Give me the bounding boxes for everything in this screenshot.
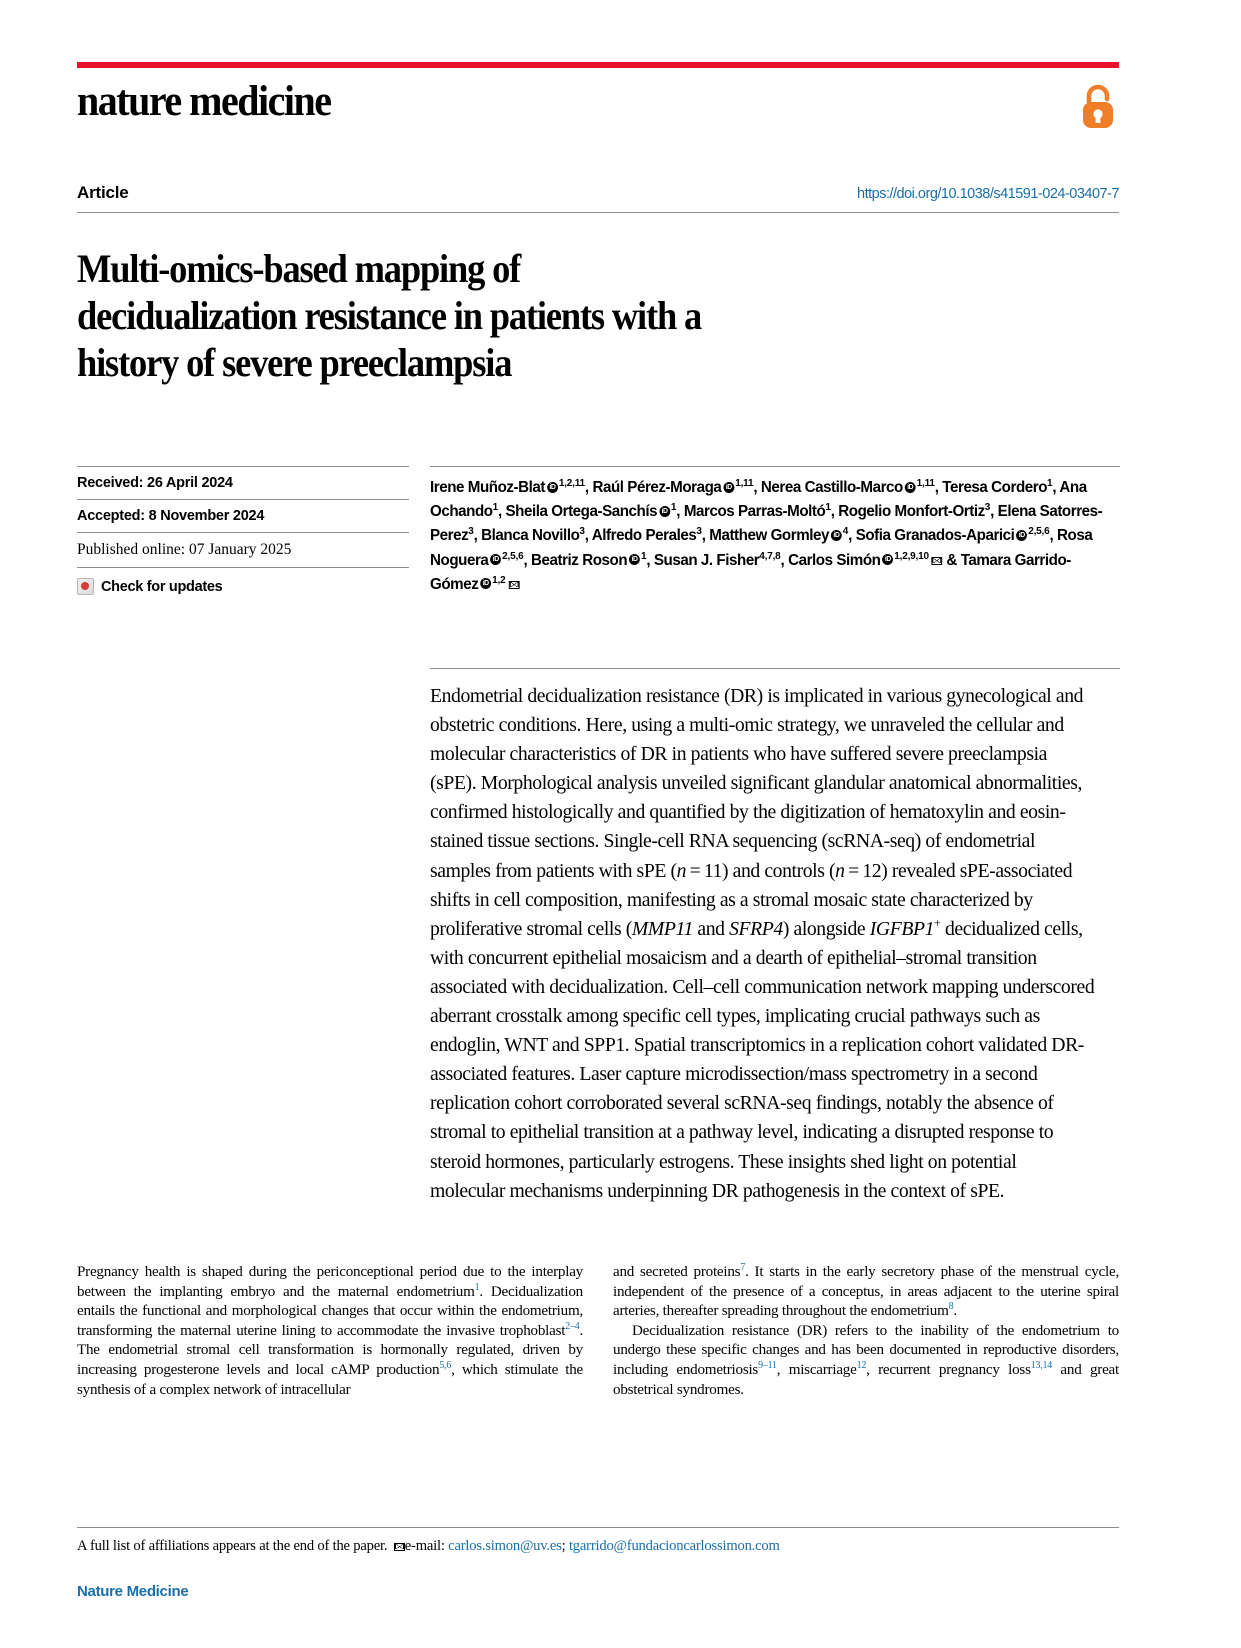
orcid-icon[interactable] bbox=[490, 554, 501, 565]
email-label: e-mail: bbox=[404, 1538, 445, 1554]
running-footer: Nature Medicine bbox=[77, 1583, 189, 1600]
author-name: Sofia Granados-Aparici bbox=[855, 527, 1015, 545]
received-date: Received: 26 April 2024 bbox=[77, 475, 233, 491]
author-name: Rosa Noguera bbox=[430, 527, 1093, 569]
author-name: Teresa Cordero bbox=[942, 479, 1048, 496]
affiliation-marker: 1,11 bbox=[735, 477, 754, 489]
article-type-label: Article bbox=[77, 183, 129, 202]
article-doi-row bbox=[77, 183, 1119, 203]
affiliation-marker: 3 bbox=[984, 502, 991, 514]
body-column-left bbox=[77, 1263, 583, 1400]
author-name: Matthew Gormley bbox=[709, 527, 829, 545]
affiliation-marker: 1,2 bbox=[492, 574, 506, 586]
footer-divider bbox=[77, 1527, 1119, 1528]
author-name: Nerea Castillo-Marco bbox=[760, 479, 903, 496]
title-line-2: decidualization resistance in patients with a bbox=[77, 293, 702, 339]
brand-rule bbox=[77, 62, 1119, 68]
body-paragraph: Pregnancy health is shaped during the periconceptional period due to the interplay between the implanting embryo and the maternal endometrium$^1$. Decidualization entails the functional and morphological changes that occur within the endometrium, transforming the maternal uterine lining to accommodate the invasive trophoblast$^{2-4}$. The endometrial stromal cell transformation is hormonally regulated, driven by increasing progesterone levels and local cAMP production$^{5,6}$, which stimulate the synthesis of a complex network of intracellular bbox=[77, 1264, 583, 1398]
affiliation-marker: 1,2,9,10 bbox=[894, 550, 929, 562]
affiliation-marker: 4 bbox=[842, 526, 849, 538]
affiliation-marker: 2,5,6 bbox=[1028, 526, 1050, 538]
envelope-icon bbox=[394, 1543, 405, 1551]
title-line-1: Multi-omics-based mapping of bbox=[77, 246, 521, 292]
affiliation-marker: 3 bbox=[696, 526, 702, 538]
journal-logo: nature medicine bbox=[77, 78, 331, 125]
masthead bbox=[77, 62, 1119, 123]
affiliation-marker: 1 bbox=[640, 550, 647, 562]
orcid-icon[interactable] bbox=[905, 482, 916, 493]
body-columns bbox=[77, 1263, 1119, 1400]
affiliation-marker: 1 bbox=[1047, 477, 1053, 489]
check-for-updates-label: Check for updates bbox=[101, 578, 223, 595]
author-name: Alfredo Perales bbox=[591, 527, 697, 545]
author-name: Carlos Simón bbox=[788, 551, 881, 569]
affiliation-marker: 3 bbox=[468, 526, 474, 538]
title-line-3: history of severe preeclampsia bbox=[77, 340, 512, 386]
published-online-date: Published online: 07 January 2025 bbox=[77, 541, 292, 558]
crossmark-icon bbox=[77, 578, 94, 595]
abstract-text: Endometrial decidualization resistance (DR) is implicated in various gynecological and obstetric conditions. Here, using a multi-omic strategy, we unraveled the cellular and molecular characteristics of DR in patients who have suffered severe preeclampsia (sPE). Morphological analysis unveiled significant glandular anatomical abnormalities, confirmed histologically and quantified by the digitization of hematoxylin and eosin-stained tissue sections. Single-cell RNA sequencing (scRNA-seq) of endometrial samples from patients with sPE (n = 11) and controls (n = 12) revealed sPE-associated shifts in cell composition, manifesting as a stromal mosaic state characterized by proliferative stromal cells (MMP11 and SFRP4) alongside IGFBP1+ decidualized cells, with concurrent epithelial mosaicism and a dearth of epithelial–stromal transition associated with decidualization. Cell–cell communication network mapping underscored aberrant crosstalk among specific cell types, implicating crucial pathways such as endoglin, WNT and SPP1. Spatial transcriptomics in a replication cohort validated DR-associated features. Laser capture microdissection/mass spectrometry in a second replication cohort corroborated several scRNA-seq findings, notably the absence of stromal to epithelial transition at a pathway level, indicating a disrupted response to steroid hormones, particularly estrogens. These insights shed light on potential molecular mechanisms underpinning DR pathogenesis in the context of sPE. bbox=[430, 685, 1095, 1202]
orcid-icon[interactable] bbox=[1016, 530, 1027, 541]
author-block bbox=[430, 466, 1120, 597]
affiliation-marker: 2,5,6 bbox=[502, 550, 524, 562]
body-paragraph: Decidualization resistance (DR) refers to the inability of the endometrium to undergo these specific changes and has been documented in reproductive disorders, including endometriosis$^{9-11}$, miscarriage$^{12}$, recurrent pregnancy loss$^{13,14}$ and great obstetrical syndromes. bbox=[613, 1322, 1119, 1398]
affiliation-marker: 1 bbox=[670, 502, 677, 514]
affiliations-note: A full list of affiliations appears at the end of the paper. bbox=[77, 1538, 388, 1554]
author-name: Ana Ochando bbox=[430, 479, 1087, 521]
author-name: Blanca Novillo bbox=[481, 527, 580, 545]
email-link[interactable]: tgarrido@fundacioncarlossimon.com bbox=[568, 1538, 780, 1554]
envelope-icon[interactable] bbox=[508, 581, 519, 589]
orcid-icon[interactable] bbox=[882, 554, 893, 565]
abstract-section bbox=[430, 668, 1120, 1206]
email-links: carlos.simon@uv.es; tgarrido@fundacioncarlossimon.com bbox=[448, 1538, 780, 1554]
author-name: Elena Satorres-Perez bbox=[430, 503, 1103, 545]
orcid-icon[interactable] bbox=[659, 506, 670, 517]
orcid-icon[interactable] bbox=[831, 530, 842, 541]
author-name: Beatriz Roson bbox=[530, 551, 628, 569]
affiliation-marker: 1 bbox=[492, 502, 498, 514]
affiliation-marker: 4,7,8 bbox=[759, 550, 781, 562]
author-name: Rogelio Monfort-Ortiz bbox=[838, 503, 985, 521]
accepted-date: Accepted: 8 November 2024 bbox=[77, 508, 265, 524]
author-name: Irene Muñoz-Blat bbox=[430, 479, 546, 496]
page-title bbox=[77, 245, 986, 386]
author-name: Susan J. Fisher bbox=[653, 551, 760, 569]
author-list: Irene Muñoz-Blat iD $^{1,2,11}$, Raúl Pérez-Moraga iD $^{1,11}$, Nerea Castillo-Marco iD $^{1,11}$, Teresa Cordero$^1$, Ana Ochando$^1$, Sheila Ortega-Sanchís iD $^1$, Marcos Parras-Moltó$^1$, Rogelio Monfort-Ortiz$^3$, Elena Satorres-Perez$^3$, Blanca Novillo$^3$, Alfredo Perales$^3$, Matthew GormleyiD $^4$, Sofia Granados-Aparici iD $^{2,5,6}$, Rosa Noguera iD $^{2,5,6}$, Beatriz Roson iD $^1$, Susan J. Fisher$^{4,7,8}$, Carlos Simón iD $^{1,2,9,10}$ & Tamara Garrido-Gómez iD $^{1,2}$ bbox=[430, 467, 1110, 597]
author-name: & Tamara Garrido-Gómez bbox=[430, 551, 1071, 593]
email-link[interactable]: carlos.simon@uv.es bbox=[448, 1538, 562, 1554]
body-paragraph: and secreted proteins$^7$. It starts in the early secretory phase of the menstrual cycle, independent of the presence of a conceptus, in areas adjacent to the uterine spiral arteries, thereafter spreading throughout the endometrium$^8$. bbox=[613, 1261, 1120, 1320]
title-divider bbox=[77, 212, 1119, 213]
author-name: Sheila Ortega-Sanchís bbox=[505, 503, 658, 521]
affiliation-marker: 1,2,11 bbox=[558, 477, 585, 489]
author-name: Marcos Parras-Moltó bbox=[683, 503, 826, 521]
envelope-icon[interactable] bbox=[932, 557, 943, 565]
body-column-right bbox=[613, 1263, 1119, 1400]
affiliation-marker: 3 bbox=[579, 526, 585, 538]
doi-link[interactable]: https://doi.org/10.1038/s41591-024-03407-7 bbox=[857, 186, 1119, 202]
check-for-updates-button[interactable] bbox=[77, 568, 409, 595]
affiliation-marker: 1 bbox=[825, 502, 831, 514]
affiliation-marker: 1,11 bbox=[916, 477, 935, 489]
orcid-icon[interactable] bbox=[480, 578, 491, 589]
author-name: Raúl Pérez-Moraga bbox=[592, 479, 722, 496]
orcid-icon[interactable] bbox=[547, 482, 558, 493]
open-access-icon bbox=[1077, 82, 1119, 130]
publication-metadata bbox=[77, 466, 409, 595]
footer-note bbox=[77, 1536, 1119, 1556]
orcid-icon[interactable] bbox=[629, 554, 640, 565]
orcid-icon[interactable] bbox=[723, 482, 734, 493]
